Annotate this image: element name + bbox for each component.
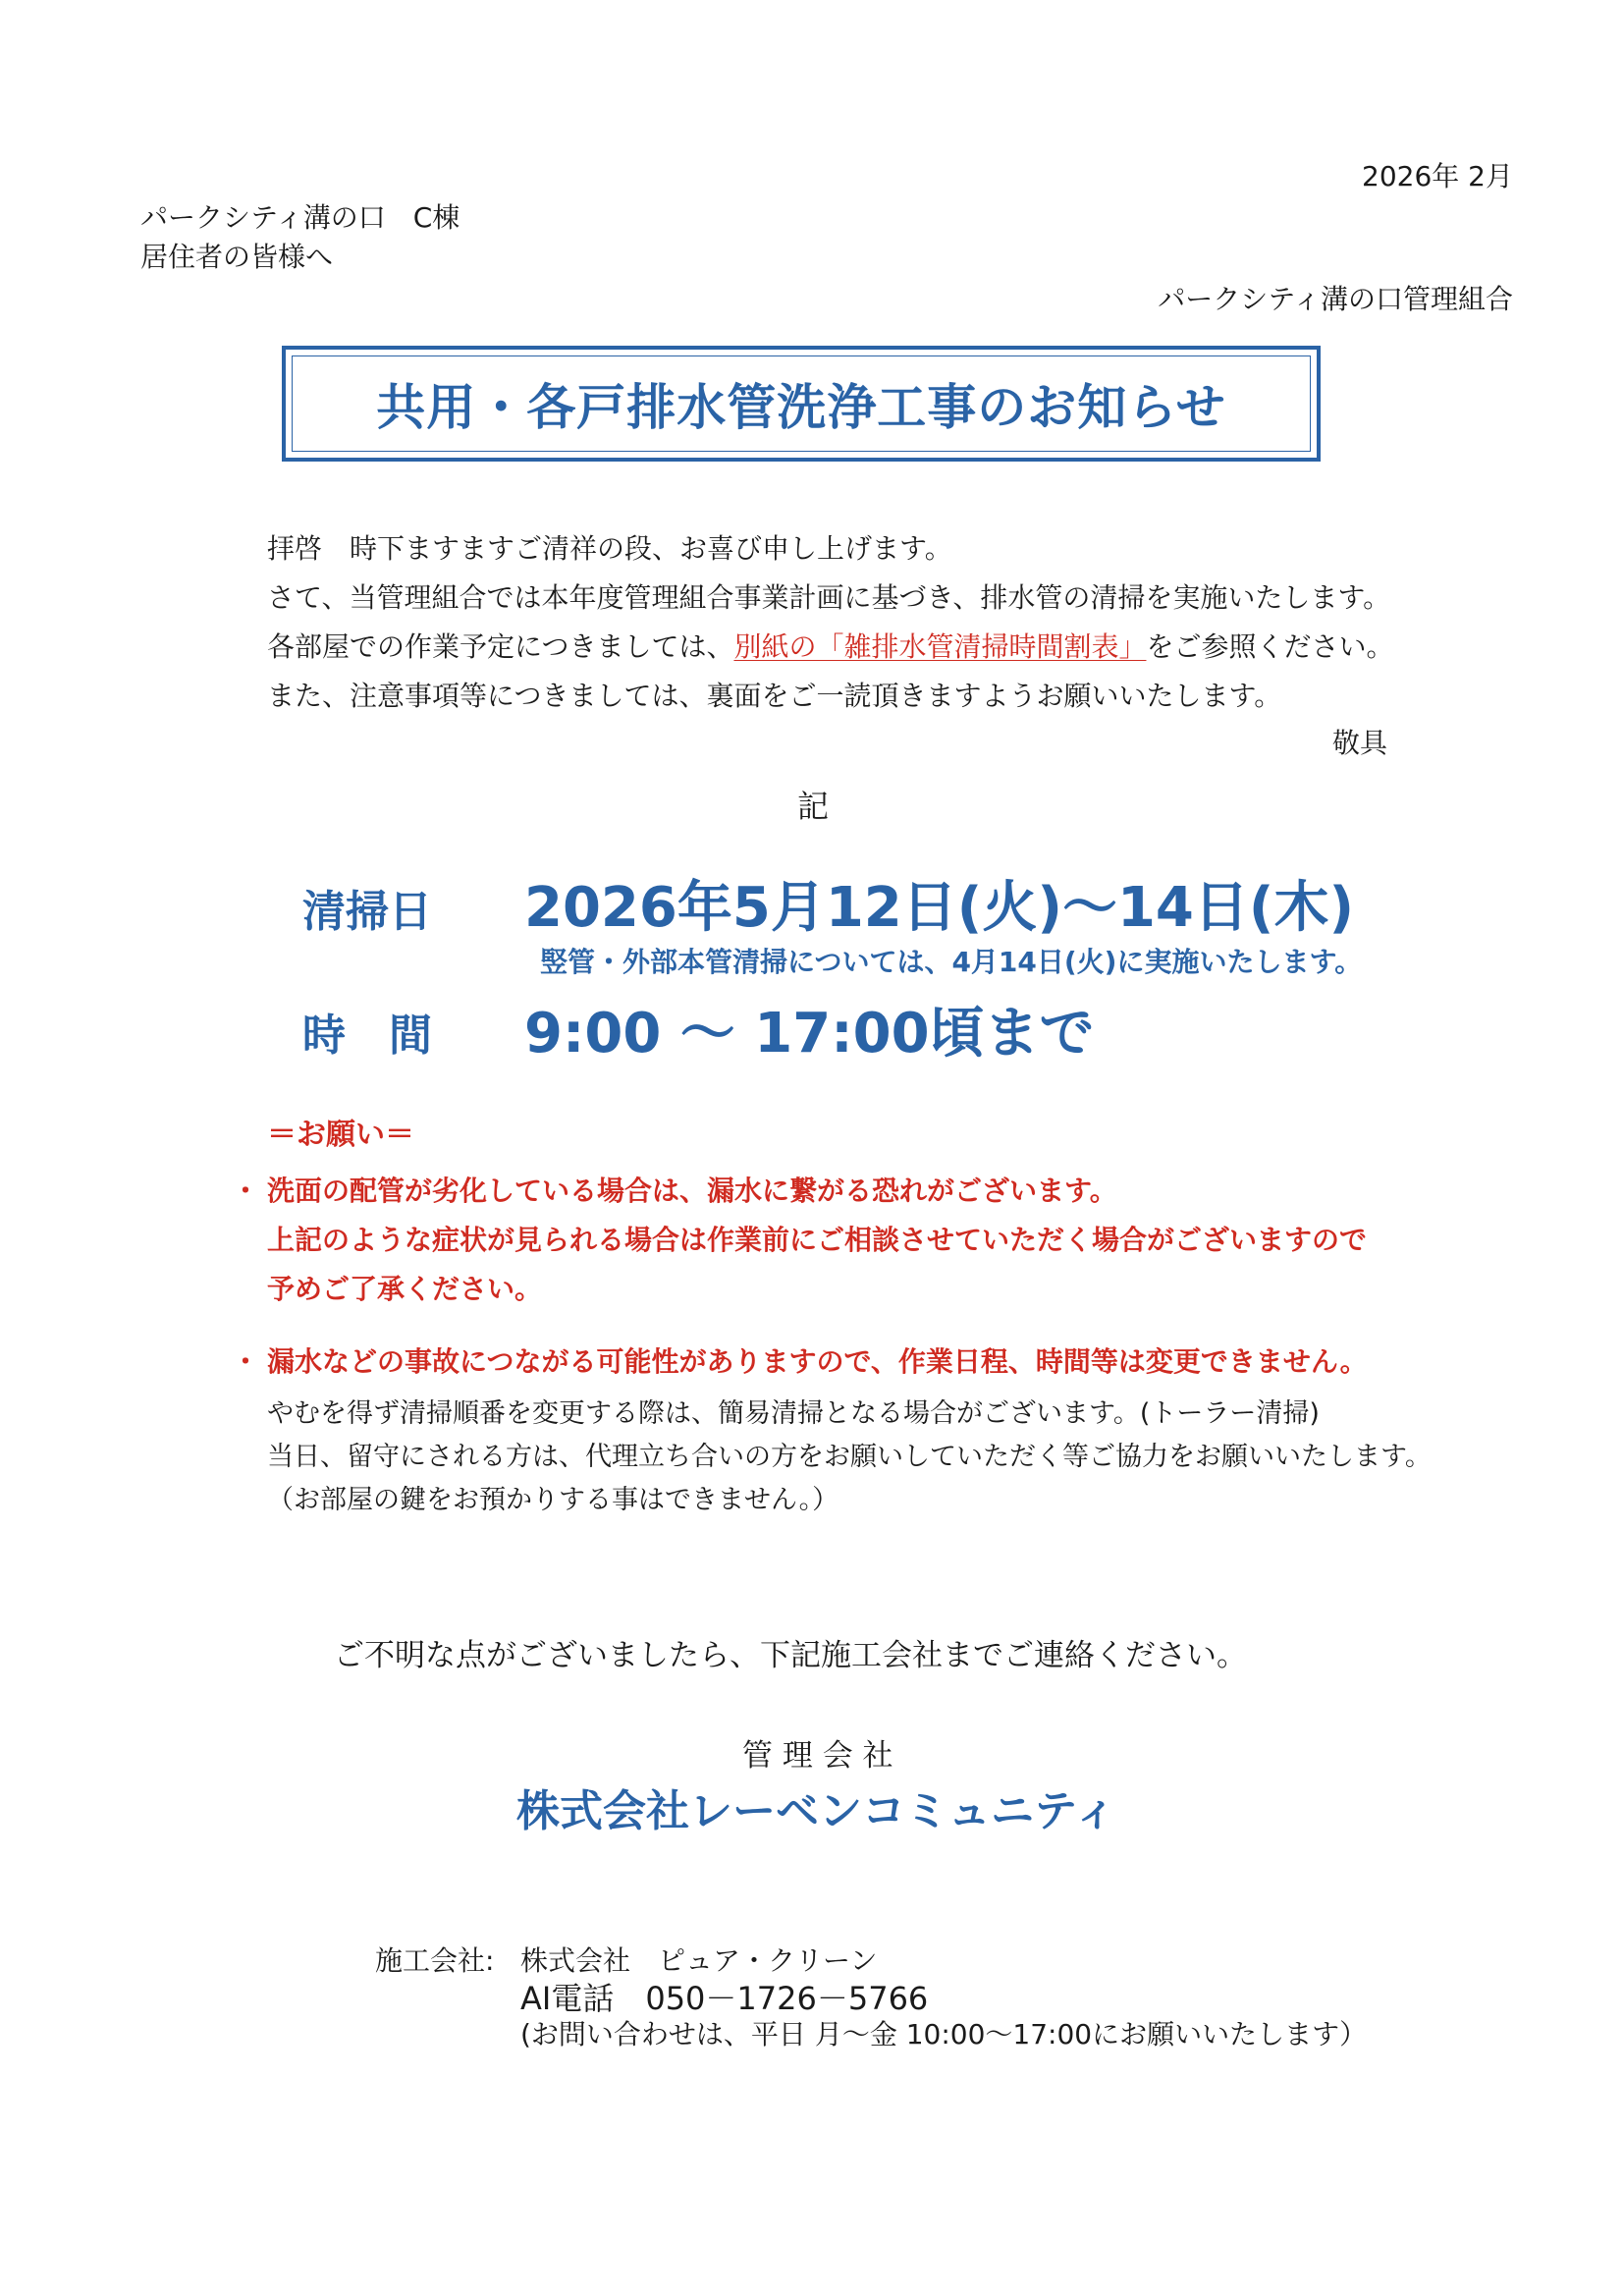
bullet-2: ・ bbox=[232, 1345, 260, 1378]
management-company-label: 管 理 会 社 bbox=[742, 1738, 893, 1774]
cleaning-date-label: 清掃日 bbox=[302, 887, 432, 937]
inquiry-hours: (お問い合わせは、平日 月～金 10:00～17:00にお願いいたします） bbox=[520, 2018, 1368, 2050]
management-company-name: 株式会社レーベンコミュニティ bbox=[516, 1786, 1117, 1836]
request-1-line-3: 予めご了承ください。 bbox=[267, 1273, 543, 1305]
requests-heading: ＝お願い＝ bbox=[267, 1118, 414, 1152]
request-1-line-2: 上記のような症状が見られる場合は作業前にご相談させていただく場合がございますので bbox=[267, 1224, 1368, 1256]
intro-line-3-post: をご参照ください。 bbox=[1146, 630, 1394, 663]
intro-line-4: また、注意事項等につきましては、裏面をご一読頂きますようお願いいたします。 bbox=[267, 680, 1282, 712]
title-box bbox=[282, 346, 1321, 462]
time-label: 時 間 bbox=[302, 1011, 432, 1061]
time-value: 9:00 ～ 17:00頃まで bbox=[524, 1002, 1095, 1066]
timetable-reference: 別紙の「雑排水管清掃時間割表」 bbox=[733, 630, 1147, 663]
request-2-line-2: やむを得ず清掃順番を変更する際は、簡易清掃となる場合がございます。(トーラー清掃) bbox=[267, 1398, 1320, 1429]
vertical-pipe-note: 竪管・外部本管清掃については、4月14日(火)に実施いたします。 bbox=[540, 946, 1363, 978]
recipient-residents: 居住者の皆様へ bbox=[140, 241, 334, 273]
request-2-line-3: 当日、留守にされる方は、代理立ち合いの方をお願いしていただく等ご協力をお願いいたします。 bbox=[267, 1442, 1432, 1472]
document-date: 2026年 2月 bbox=[1362, 160, 1513, 192]
sender-association: パークシティ溝の口管理組合 bbox=[1158, 283, 1513, 315]
inquiry-message: ご不明な点がございましたら、下記施工会社までご連絡ください。 bbox=[334, 1638, 1247, 1673]
contractor-phone: AI電話 050－1726－5766 bbox=[520, 1980, 929, 2017]
notice-title: 共用・各戸排水管洗浄工事のお知らせ bbox=[376, 379, 1226, 436]
recipient-building: パークシティ溝の口 C棟 bbox=[140, 201, 460, 234]
contractor-label: 施工会社: bbox=[375, 1944, 495, 1977]
request-2-line-1: 漏水などの事故につながる可能性がありますので、作業日程、時間等は変更できません。 bbox=[267, 1345, 1368, 1378]
title-inner-frame bbox=[292, 355, 1311, 452]
request-2-line-4: （お部屋の鍵をお預かりする事はできません。） bbox=[267, 1485, 839, 1515]
intro-line-3 bbox=[267, 626, 1393, 665]
greeting-line: 拝啓 時下ますますご清祥の段、お喜び申し上げます。 bbox=[267, 532, 952, 565]
ki-marker: 記 bbox=[797, 788, 830, 825]
cleaning-date-value: 2026年5月12日(火)～14日(木) bbox=[524, 876, 1355, 940]
intro-line-3-pre: 各部屋での作業予定につきましては、 bbox=[267, 630, 734, 663]
bullet-1: ・ bbox=[232, 1175, 260, 1207]
contractor-name: 株式会社 ピュア・クリーン bbox=[520, 1944, 878, 1977]
intro-line-2: さて、当管理組合では本年度管理組合事業計画に基づき、排水管の清掃を実施いたします。 bbox=[267, 581, 1391, 614]
closing-keigu: 敬具 bbox=[1331, 727, 1387, 759]
request-1-line-1: 洗面の配管が劣化している場合は、漏水に繋がる恐れがございます。 bbox=[267, 1175, 1117, 1207]
